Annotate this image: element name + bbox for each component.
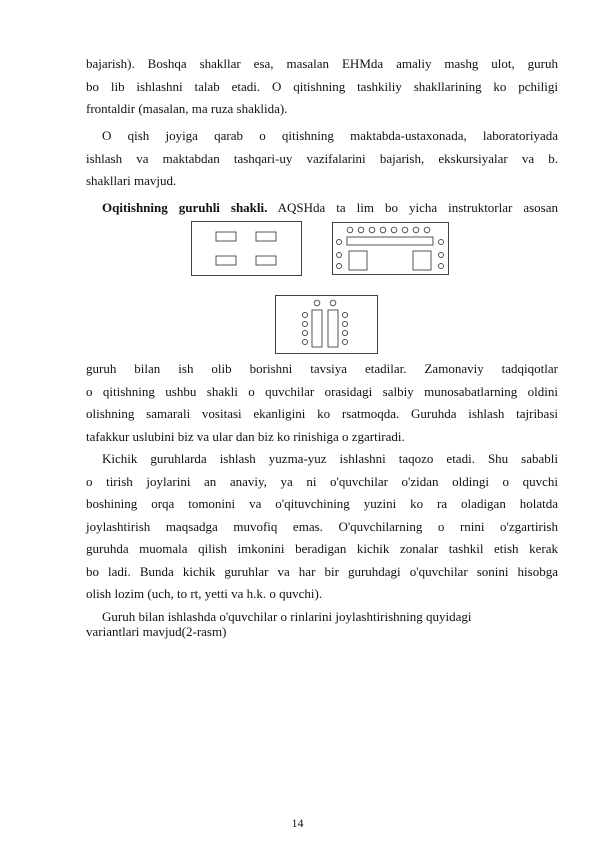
text-line: variantlari mavjud(2-rasm) bbox=[86, 624, 227, 639]
heading-continuation: AQSHda ta lim bo yicha instruktorlar asosan bbox=[267, 200, 558, 215]
text-line: O qish joyiga qarab o qitishning maktabda-ustaxonada, laboratoriyada bbox=[102, 128, 558, 143]
paragraph-3-body bbox=[86, 358, 558, 448]
paragraph-2 bbox=[86, 125, 558, 193]
text-line: Guruh bilan ishlashda o'quvchilar o rinlarini joylashtirishning quyidagi bbox=[102, 609, 472, 624]
paragraph-5 bbox=[86, 609, 558, 639]
text-line: bajarish). Boshqa shakllar esa, masalan EHMda amaliy mashg ulot, guruh bbox=[86, 56, 558, 71]
text-line: ishlash va maktabdan tashqari-uy vazifalarini bajarish, ekskursiyalar va b. bbox=[86, 150, 558, 166]
text-line: shakllari mavjud. bbox=[86, 173, 177, 188]
text-line bbox=[86, 197, 558, 220]
layout-diagram-four-desks bbox=[190, 220, 304, 278]
text-line: bo lib ishlashni talab etadi. O qitishning tashkiliy shakllarining ko pchiligi bbox=[86, 78, 558, 94]
paragraph-4 bbox=[86, 448, 558, 606]
text-line: tafakkur uslubini biz va ular dan biz ko rinishiga o zgartiradi. bbox=[86, 428, 405, 444]
text-line: guruhda muomala qilish imkonini beradigan kichik zonalar tashkil etish kerak bbox=[86, 541, 558, 556]
text-line: boshining orqa tomonini va o'qituvchining yuzini ko ra oladigan holatda bbox=[86, 496, 558, 511]
text-line: olish lozim (uch, to rt, yetti va h.k. o quvchi). bbox=[86, 586, 323, 601]
section-heading: Oqitishning guruhli shakli. bbox=[102, 200, 268, 215]
text-line: frontaldir (masalan, ma ruza shaklida). bbox=[86, 101, 288, 116]
text-line: bo ladi. Bunda kichik guruhlar va har bir guruhdagi o'quvchilar sonini hisobga bbox=[86, 563, 558, 579]
page-number: 14 bbox=[291, 816, 304, 830]
text-line: o qitishning ushbu shakli o quvchilar orasidagi salbiy munosabatlarning oldini bbox=[86, 383, 558, 399]
layout-diagram-long-table bbox=[331, 221, 451, 277]
text-line: Kichik guruhlarda ishlash yuzma-yuz ishlashni taqozo etadi. Shu sababli bbox=[102, 451, 558, 466]
paragraph-3-heading bbox=[86, 197, 558, 220]
text-line: guruh bilan ish olib borishni tavsiya etadilar. Zamonaviy tadqiqotlar bbox=[86, 361, 558, 376]
paragraph-1 bbox=[86, 53, 558, 121]
layout-diagram-two-columns bbox=[274, 294, 380, 356]
text-line: olishning samarali vositasi ekanligini ko rsatmoqda. Guruhda ishlash tajribasi bbox=[86, 406, 558, 421]
text-line: joylashtirish maqsadga muvofiq emas. O'quvchilarning o rnini o'zgartirish bbox=[86, 518, 558, 534]
text-line: o tirish joylarini an anaviy, ya ni o'quvchilar o'zidan oldingi o quvchi bbox=[86, 473, 558, 489]
